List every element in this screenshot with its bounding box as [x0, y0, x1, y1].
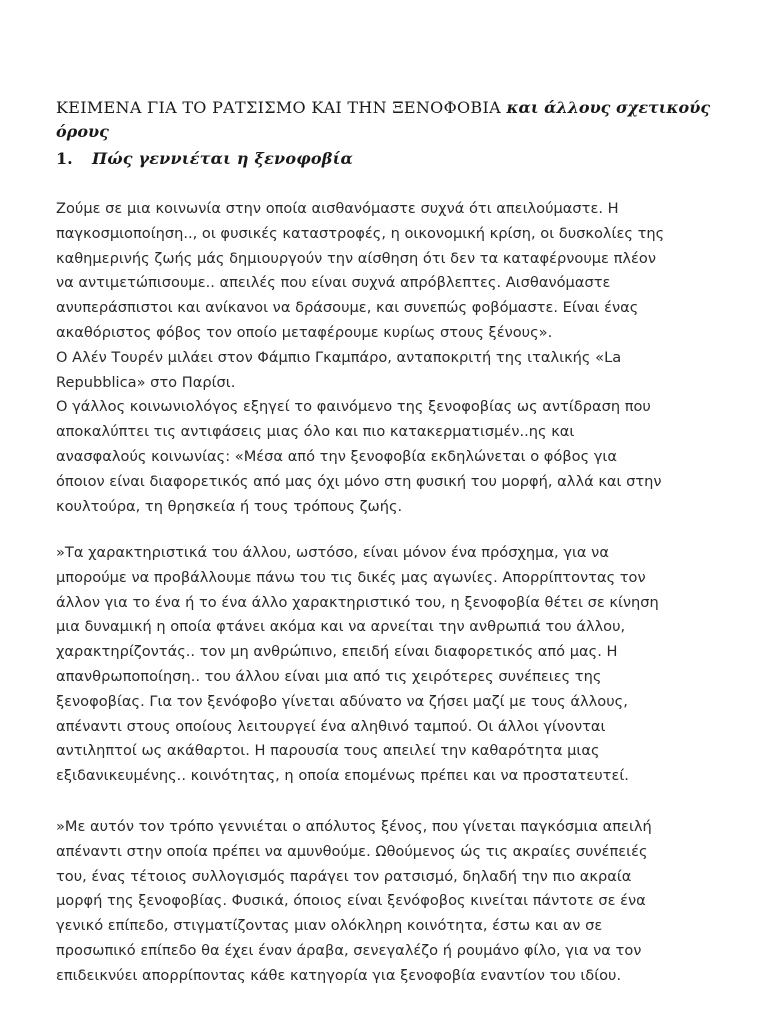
text-line: ακαθόριστος φόβος τον οποίο μεταφέρουμε κυρίως στους ξένους».: [56, 323, 553, 341]
text-line: όποιον είναι διαφορετικός από μας όχι μόνο στη φυσική του μορφή, αλλά και στην: [56, 472, 662, 490]
text-line: άλλον για το ένα ή το ένα άλλο χαρακτηριστικό του, η ξενοφοβία θέτει σε κίνηση: [56, 593, 659, 611]
text-line: Ο γάλλος κοινωνιολόγος εξηγεί το φαινόμενο της ξενοφοβίας ως αντίδραση που: [56, 398, 651, 416]
text-line: απέναντι στην οποία πρέπει να αμυνθούμε. Ωθούμενος ώς τις ακραίες συνέπειές: [56, 842, 648, 860]
paragraph-2: [56, 541, 746, 789]
section-title: Πώς γεννιέται η ξενοφοβία: [92, 149, 354, 168]
text-line: ξενοφοβίας. Για τον ξενόφοβο γίνεται αδύνατο να ζήσει μαζί με τους άλλους,: [56, 692, 628, 710]
text-line: απέναντι στους οποίους λειτουργεί ένα αληθινό ταμπού. Οι άλλοι γίνονται: [56, 717, 606, 735]
title-caps: ΚΕΙΜΕΝΑ ΓΙΑ ΤΟ ΡΑΤΣΙΣΜΟ ΚΑΙ ΤΗΝ ΞΕΝΟΦΟΒΙΑ: [56, 98, 501, 117]
document-heading: [56, 96, 736, 171]
text-line: του, ένας τέτοιος συλλογισμός παράγει τον ρατσισμό, δηλαδή την πιο ακραία: [56, 867, 632, 885]
text-line: μπορούμε να προβάλλουμε πάνω του τις δικές μας αγωνίες. Απορρίπτοντας τον: [56, 568, 646, 586]
text-line: »Με αυτόν τον τρόπο γεννιέται ο απόλυτος ξένος, που γίνεται παγκόσμια απειλή: [56, 818, 652, 835]
text-line: απανθρωποποίηση.. του άλλου είναι μια από τις χειρότερες συνέπειες της: [56, 667, 602, 685]
text-line: ανασφαλούς κοινωνίας: «Μέσα από την ξενοφοβία εκδηλώνεται ο φόβος για: [56, 447, 617, 465]
section-number: 1.: [56, 149, 73, 168]
text-line: μια δυναμική η οποία φτάνει ακόμα και να αρνείται την ανθρωπιά του άλλου,: [56, 618, 626, 636]
text-line: Repubblica» στο Παρίσι.: [56, 373, 236, 391]
text-line: κουλτούρα, τη θρησκεία ή τους τρόπους ζωής.: [56, 497, 403, 515]
text-line: Ζούμε σε μια κοινωνία στην οποία αισθανόμαστε συχνά ότι απειλούμαστε. Η: [56, 200, 619, 217]
paragraph-3: [56, 815, 746, 989]
text-line: καθημερινής ζωής μάς δημιουργούν την αίσθηση ότι δεν τα καταφέρνουμε πλέον: [56, 249, 656, 267]
text-line: Ο Αλέν Τουρέν μιλάει στον Φάμπιο Γκαμπάρο, ανταποκριτή της ιταλικής «La: [56, 348, 622, 366]
text-line: εξιδανικευμένης.. κοινότητας, η οποία επομένως πρέπει και να προστατευτεί.: [56, 767, 629, 785]
text-line: χαρακτηρίζοντάς.. τον μη ανθρώπινο, επειδή είναι διαφορετικός από μας. Η: [56, 643, 618, 661]
title-continuation: όρους: [56, 122, 109, 141]
section-heading: [56, 147, 736, 171]
text-line: προσωπικό επίπεδο θα έχει έναν άραβα, σενεγαλέζο ή ρουμάνο φίλο, για να τον: [56, 941, 642, 959]
text-line: αντιληπτοί ως ακάθαρτοι. Η παρουσία τους απειλεί την καθαρότητα μιας: [56, 742, 600, 760]
text-line: να αντιμετώπισουμε.. απειλές που είναι συχνά απρόβλεπτες. Αισθανόμαστε: [56, 274, 611, 292]
text-line: επιδεικνύει απορρίποντας κάθε κατηγορία για ξενοφοβία εναντίον του ιδίου.: [56, 966, 622, 984]
document-title: [56, 96, 736, 120]
text-line: γενικό επίπεδο, στιγματίζοντας μιαν ολόκληρη κοινότητα, έστω και αν σε: [56, 917, 603, 935]
paragraph-1: [56, 197, 746, 519]
text-line: ανυπεράσπιστοι και ανίκανοι να δράσουμε, και συνεπώς φοβόμαστε. Είναι ένας: [56, 299, 639, 317]
text-line: »Τα χαρακτηριστικά του άλλου, ωστόσο, είναι μόνον ένα πρόσχημα, για να: [56, 544, 609, 561]
text-line: μορφή της ξενοφοβίας. Φυσικά, όποιος είναι ξενόφοβος κινείται πάντοτε σε ένα: [56, 892, 646, 910]
text-line: αποκαλύπτει τις αντιφάσεις μιας όλο και πιο κατακερματισμέν..ης και: [56, 423, 575, 441]
text-line: παγκοσμιοποίηση.., οι φυσικές καταστροφές, η οικονομική κρίση, οι δυσκολίες της: [56, 224, 665, 242]
title-subtitle-part: και άλλους σχετικούς: [500, 98, 711, 117]
